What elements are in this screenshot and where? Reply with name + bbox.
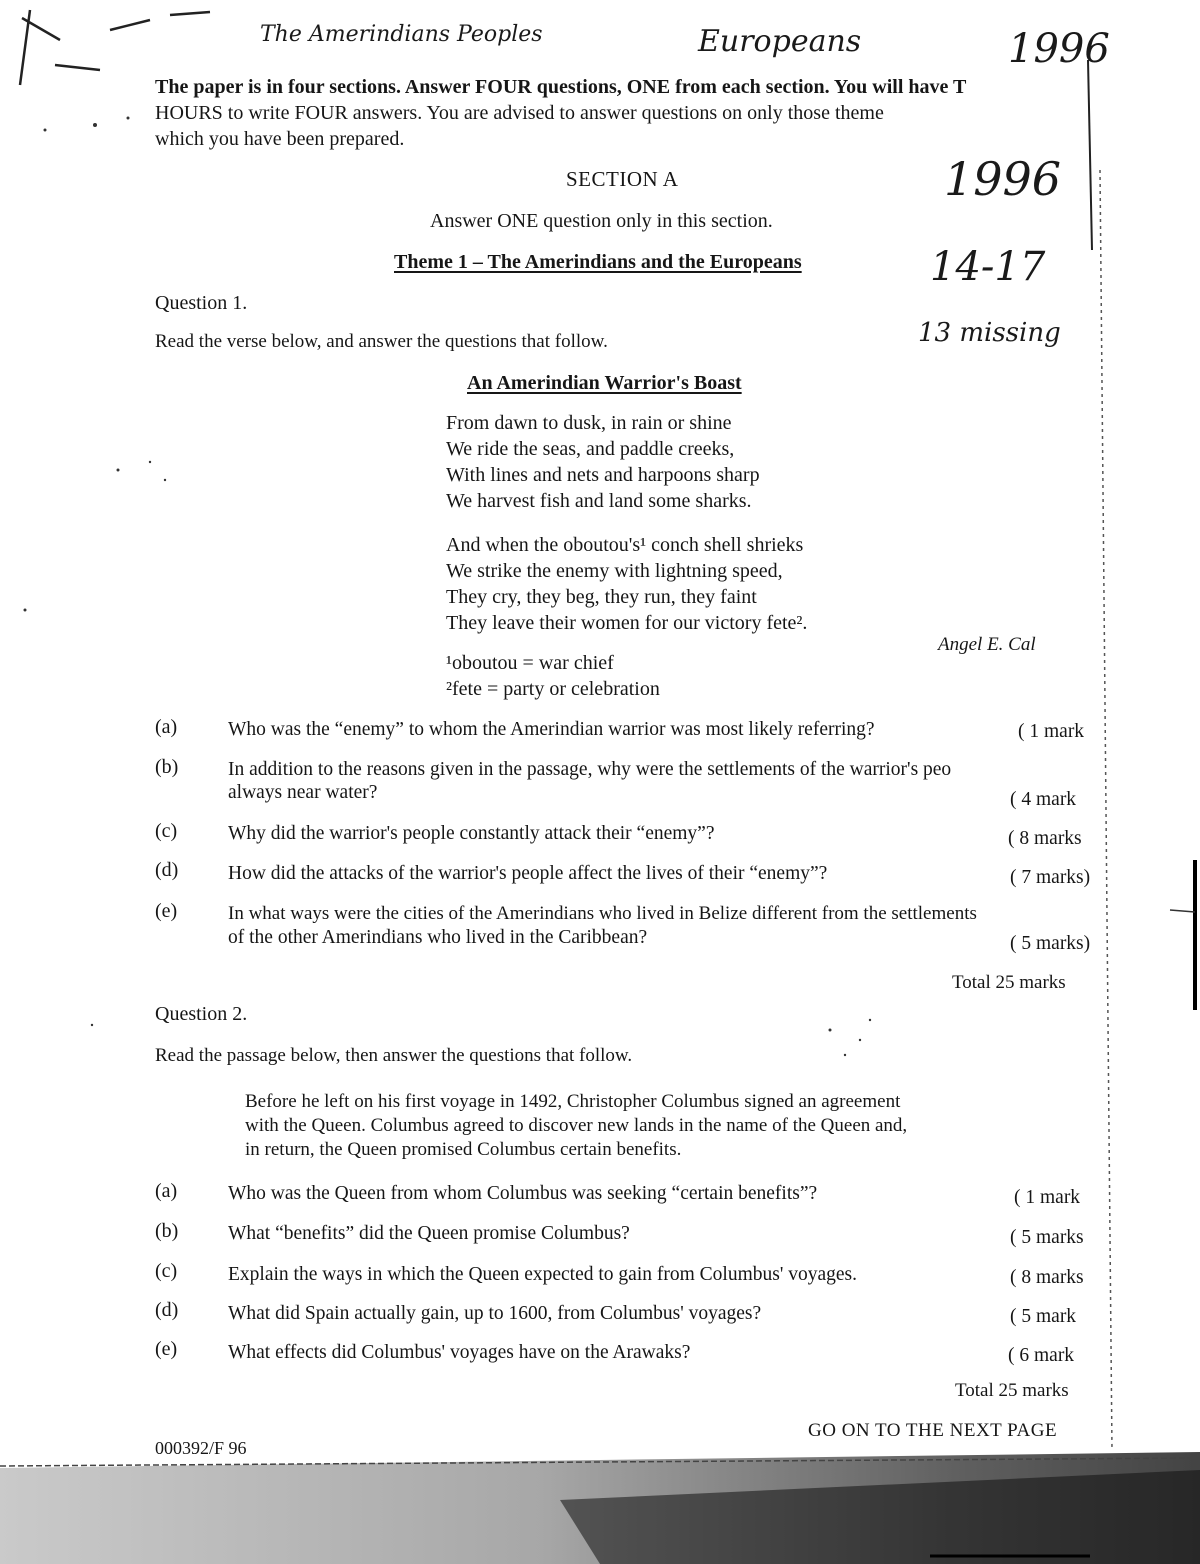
q1-part-a-marks: ( 1 mark [1018,721,1085,742]
footnote: ¹oboutou = war chief [446,652,614,674]
q2-part-d-marks: ( 5 mark [1010,1306,1077,1327]
handwritten-missing-note: 13 missing [918,318,1061,348]
q2-part-b-text: What “benefits” did the Queen promise Columbus? [228,1223,630,1244]
q1-part-b-label: (b) [155,756,179,778]
question1-heading: Question 1. [155,292,248,314]
question2-heading: Question 2. [155,1003,248,1025]
q2-part-e-marks: ( 6 mark [1008,1345,1075,1366]
q1-part-a-label: (a) [155,716,178,738]
poem-line: And when the oboutou's¹ conch shell shrieks [446,534,804,556]
q1-part-b-text-2: always near water? [228,782,378,803]
q1-part-c-marks: ( 8 marks [1008,828,1082,849]
poem-line: We harvest fish and land some sharks. [446,490,752,512]
question1-intro: Read the verse below, and answer the questions that follow. [155,331,608,352]
handwritten-europeans: Europeans [698,24,862,59]
q1-part-c-text: Why did the warrior's people constantly attack their “enemy”? [228,823,715,844]
handwritten-year-side: 1996 [944,152,1062,206]
passage-line: with the Queen. Columbus agreed to discover new lands in the name of the Queen and, [245,1115,908,1136]
q1-part-b-marks: ( 4 mark [1010,789,1077,810]
poem-line: With lines and nets and harpoons sharp [446,464,760,486]
footnote: ²fete = party or celebration [446,678,660,700]
q2-total: Total 25 marks [955,1380,1069,1401]
q2-part-c-marks: ( 8 marks [1010,1267,1084,1288]
handwritten-title: The Amerindians Peoples [260,22,543,47]
q1-part-e-marks: ( 5 marks) [1010,933,1091,954]
poem-line: They leave their women for our victory fete². [446,612,808,634]
q1-part-c-label: (c) [155,820,178,842]
q1-part-d-text: How did the attacks of the warrior's people affect the lives of their “enemy”? [228,863,828,884]
section-instruction: Answer ONE question only in this section. [430,210,773,232]
theme-title: Theme 1 – The Amerindians and the Europeans [394,251,802,273]
poem-line: They cry, they beg, they run, they faint [446,586,757,608]
q2-part-b-label: (b) [155,1220,179,1242]
handwritten-pages: 14-17 [930,244,1046,290]
q2-part-a-marks: ( 1 mark [1014,1187,1081,1208]
q1-part-e-text-1: In what ways were the cities of the Amerindians who lived in Belize different from the settlements [228,903,977,924]
section-title: SECTION A [566,167,679,191]
q1-part-b-text-1: In addition to the reasons given in the passage, why were the settlements of the warrior's peo [228,759,952,780]
q1-part-e-text-2: of the other Amerindians who lived in the Caribbean? [228,927,648,948]
q1-total: Total 25 marks [952,972,1066,993]
poem-author: Angel E. Cal [938,634,1036,655]
question2-passage [245,1090,907,1162]
q2-part-e-text: What effects did Columbus' voyages have on the Arawaks? [228,1342,691,1363]
q2-part-d-label: (d) [155,1299,179,1321]
poem-title: An Amerindian Warrior's Boast [467,372,742,394]
go-on-next-page: GO ON TO THE NEXT PAGE [808,1420,1058,1441]
instructions-line-1: The paper is in four sections. Answer FOUR questions, ONE from each section. You will have T [155,76,967,98]
instructions-line-2: HOURS to write FOUR answers. You are advised to answer questions on only those theme [155,102,884,124]
poem-line: We ride the seas, and paddle creeks, [446,438,735,460]
passage-line: in return, the Queen promised Columbus certain benefits. [245,1139,682,1160]
poem-stanza-1 [446,410,760,514]
q1-part-e-label: (e) [155,900,178,922]
handwritten-year-top: 1996 [1008,26,1110,72]
q1-part-a-text: Who was the “enemy” to whom the Amerindian warrior was most likely referring? [228,719,875,740]
poem-line: We strike the enemy with lightning speed, [446,560,783,582]
q2-part-c-label: (c) [155,1260,178,1282]
passage-line: Before he left on his first voyage in 1492, Christopher Columbus signed an agreement [245,1091,901,1112]
q2-part-e-label: (e) [155,1338,178,1360]
poem-line: From dawn to dusk, in rain or shine [446,412,732,434]
paper-code: 000392/F 96 [155,1438,247,1458]
q2-part-a-label: (a) [155,1180,178,1202]
poem-footnotes [446,650,660,702]
question2-intro: Read the passage below, then answer the questions that follow. [155,1045,633,1066]
q2-part-a-text: Who was the Queen from whom Columbus was seeking “certain benefits”? [228,1183,818,1204]
poem-stanza-2 [446,532,807,636]
q2-part-c-text: Explain the ways in which the Queen expected to gain from Columbus' voyages. [228,1264,857,1285]
instructions-line-3: which you have been prepared. [155,128,405,150]
q2-part-b-marks: ( 5 marks [1010,1227,1084,1248]
q2-part-d-text: What did Spain actually gain, up to 1600, from Columbus' voyages? [228,1303,762,1324]
q1-part-d-marks: ( 7 marks) [1010,867,1091,888]
q1-part-d-label: (d) [155,859,179,881]
